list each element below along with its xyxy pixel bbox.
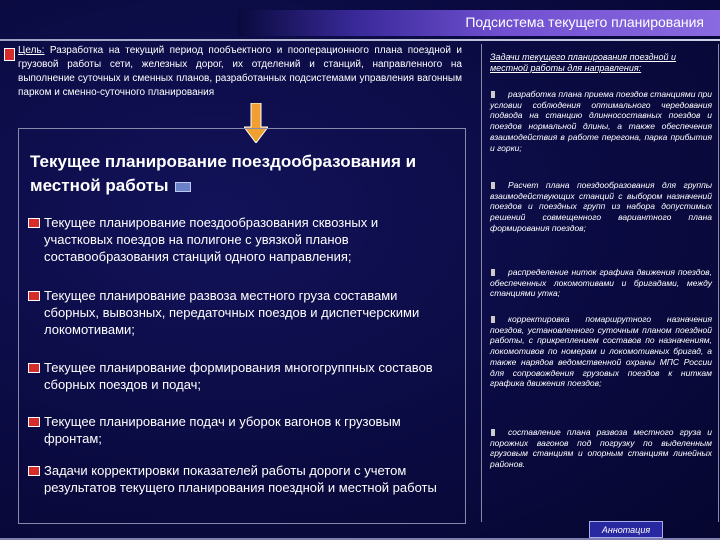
page-title: Подсистема текущего планирования bbox=[465, 14, 704, 30]
list-item-text: Текущее планирование поездообразования сквозных и участковых поездов на полигоне с увязкой планов составообразования станций одного направления; bbox=[44, 215, 379, 264]
bullet-icon bbox=[28, 291, 40, 301]
bullet-icon bbox=[28, 363, 40, 373]
list-item bbox=[28, 214, 448, 265]
goal-text bbox=[18, 44, 462, 100]
list-item bbox=[28, 462, 448, 496]
list-item-text: Текущее планирование формирования многогруппных составов сборных поездов и подач; bbox=[44, 360, 433, 392]
right-list-item: Расчет плана поездообразования для группы взаимодействующих станций с выбором назначений поездов и поездных групп из набора допустимых решений совмещенного вариантного плана формирования поездов; bbox=[490, 180, 712, 233]
right-panel-title: Задачи текущего планирования поездной и местной работы для направления: bbox=[490, 52, 676, 73]
main-heading bbox=[30, 150, 450, 198]
goal-body: Разработка на текущий период пообъектного и пооперационного плана поездной и грузовой работы сети, железных дорог, их отделений и станций, направленного на выполнение суточных и сменных планов, разработанных подсистемами управления вагонным парком и сменно-суточного планирования bbox=[18, 45, 462, 98]
list-item bbox=[28, 359, 448, 393]
heading-marker-icon bbox=[175, 182, 191, 192]
list-item bbox=[28, 287, 448, 338]
main-heading-text: Текущее планирование поездообразования и местной работы bbox=[30, 152, 417, 195]
bullet-icon bbox=[28, 417, 40, 427]
bullet-icon bbox=[28, 466, 40, 476]
goal-bullet-icon bbox=[4, 48, 15, 61]
right-list-item: распределение ниток графика движения поездов, обеспеченных локомотивами и бригадами, между станциями утка; bbox=[490, 267, 712, 299]
list-item-text: Текущее планирование развоза местного груза составами сборных, вывозных, передаточных поездов и диспетчерскими локомотивами; bbox=[44, 288, 420, 337]
list-item-text: Задачи корректировки показателей работы дороги с учетом результатов текущего планирования поездной и местной работы bbox=[44, 463, 437, 495]
right-list-item: разработка плана приема поездов станциями при условии соблюдения оптимального чередования подвода на станцию длинносоставных поездов и поездов нормальной длины, а также обеспечения взаимодействия в работе перегона, парка прибытия и горки; bbox=[490, 89, 712, 153]
annotation-button[interactable]: Аннотация bbox=[589, 521, 663, 538]
right-list-item: корректировка помаршрутного назначения поездов, установленного суточным планом поездной работы, с прикреплением составов по назначениям, локомотивов по номерам и локомотивных бригад, а также нарядов ведомственной охраны МПС России для сопровождения грузовых поездов к ниткам графика движения поездов; bbox=[490, 314, 712, 389]
list-item bbox=[28, 413, 448, 447]
title-bar bbox=[238, 10, 720, 36]
bullet-icon bbox=[28, 218, 40, 228]
list-item-text: Текущее планирование подач и уборок вагонов к грузовым фронтам; bbox=[44, 414, 401, 446]
goal-label: Цель: bbox=[18, 45, 45, 56]
title-divider bbox=[0, 39, 720, 41]
right-list-item: составление плана развоза местного груза и порожних вагонов под погрузку по выделенным грузовым станциям и опорным станциям линейных районов. bbox=[490, 427, 712, 470]
